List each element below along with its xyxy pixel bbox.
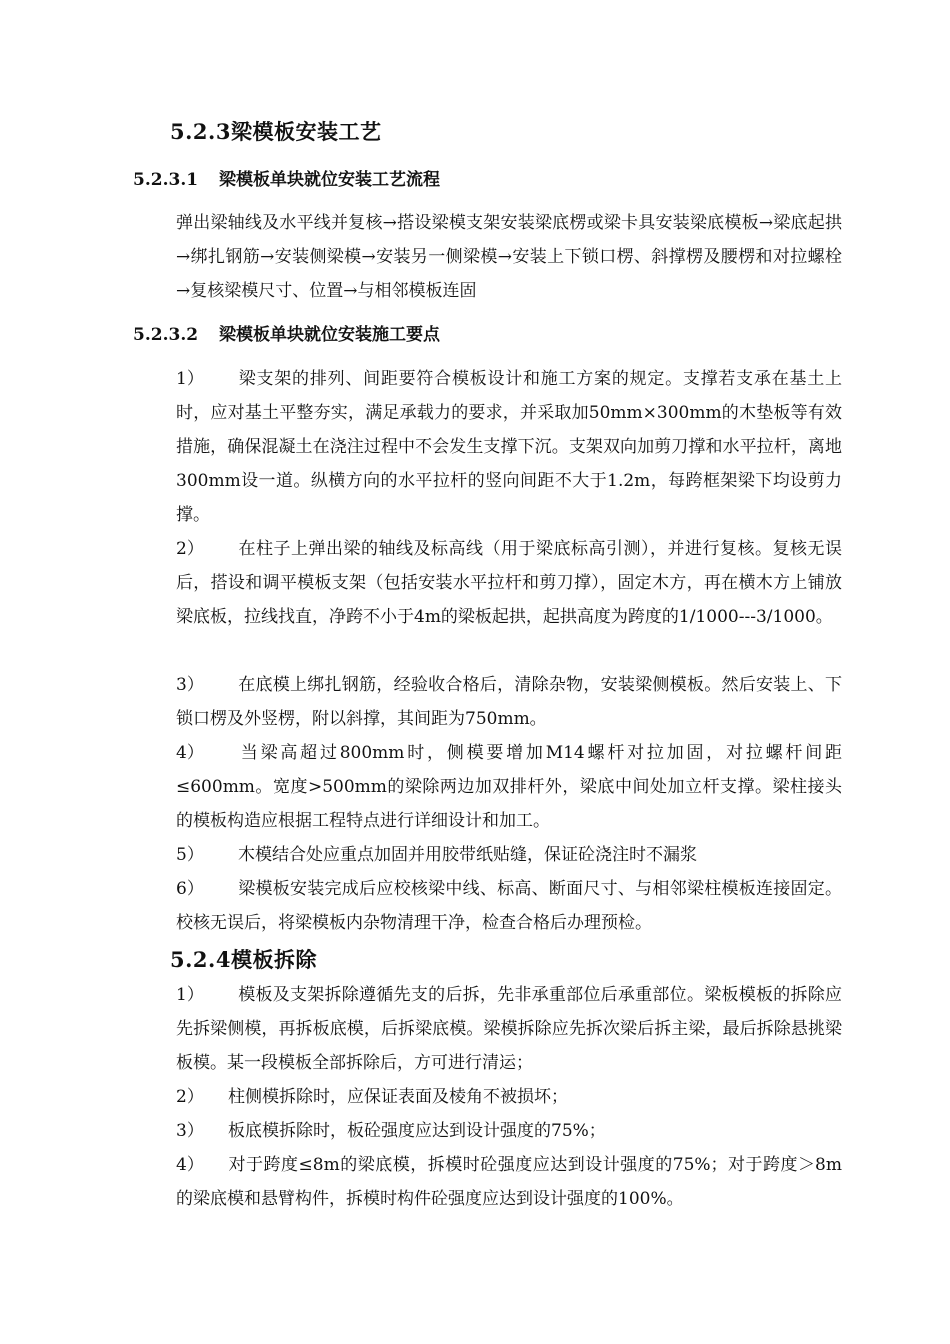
- section-heading-5-2-3: 5.2.3梁模板安装工艺: [170, 119, 382, 144]
- subsection-title: 梁模板单块就位安装工艺流程: [219, 170, 440, 190]
- list-item-text: 模板及支架拆除遵循先支的后拆，先非承重部位后承重部位。梁板模板的拆除应先拆梁侧模，再拆板底模，后拆梁底模。梁模拆除应先拆次梁后拆主梁，最后拆除悬挑梁板模。某一段模板全部拆除后，方可进行清运；: [176, 985, 842, 1073]
- list-marker: 2）: [176, 539, 204, 559]
- list-item: [176, 362, 842, 532]
- subsection-number: 5.2.3.2: [133, 325, 199, 345]
- list-item: [176, 1114, 842, 1148]
- list-item: [176, 838, 842, 872]
- process-flow-paragraph: 弹出梁轴线及水平线并复核→搭设梁模支架安装梁底楞或梁卡具安装梁底模板→梁底起拱→绑扎钢筋→安装侧梁模→安装另一侧梁模→安装上下锁口楞、斜撑楞及腰楞和对拉螺栓 →复核梁模尺寸、位置→与相邻模板连固: [176, 213, 842, 301]
- list-item: [176, 532, 842, 634]
- list-item: [176, 872, 842, 940]
- list-marker: 2）: [176, 1087, 204, 1107]
- list-marker: 5）: [176, 845, 204, 865]
- list-item: [176, 1080, 842, 1114]
- subsection-heading-5-2-3-1: [133, 165, 440, 190]
- list-item-text: 在底模上绑扎钢筋，经验收合格后，清除杂物，安装梁侧模板。然后安装上、下锁口楞及外竖楞，附以斜撑，其间距为750mm。: [176, 675, 842, 729]
- list-item-text: 板底模拆除时，板砼强度应达到设计强度的75%；: [228, 1121, 606, 1141]
- list-item: [176, 736, 842, 838]
- list-marker: 4）: [176, 743, 204, 763]
- list-marker: 1）: [176, 369, 204, 389]
- list-item: [176, 668, 842, 736]
- subsection-number: 5.2.3.1: [133, 170, 199, 190]
- list-item-text: 对于跨度≤8m的梁底模，拆模时砼强度应达到设计强度的75%；对于跨度＞8m的梁底模和悬臂构件，拆模时构件砼强度应达到设计强度的100%。: [176, 1155, 842, 1209]
- list-marker: 3）: [176, 675, 204, 695]
- list-item-text: 在柱子上弹出梁的轴线及标高线（用于梁底标高引测），并进行复核。复核无误后，搭设和调平模板支架（包括安装水平拉杆和剪刀撑），固定木方，再在横木方上铺放梁底板，拉线找直，净跨不小于4m的梁板起拱，起拱高度为跨度的1/1000---3/1000。: [176, 539, 842, 627]
- list-marker: 6）: [176, 879, 204, 899]
- list-item-text: 梁支架的排列、间距要符合模板设计和施工方案的规定。支撑若支承在基土上时，应对基土平整夯实，满足承载力的要求，并采取加50mm×300mm的木垫板等有效措施，确保混凝土在浇注过程中不会发生支撑下沉。支架双向加剪刀撑和水平拉杆，离地300mm设一道。纵横方向的水平拉杆的竖向间距不大于1.2m，每跨框架梁下均设剪力撑。: [176, 369, 842, 525]
- list-item-text: 柱侧模拆除时，应保证表面及棱角不被损坏；: [228, 1087, 568, 1107]
- section-heading-5-2-4: 5.2.4模板拆除: [170, 947, 317, 972]
- subsection-title: 梁模板单块就位安装施工要点: [219, 325, 440, 345]
- list-marker: 4）: [176, 1155, 204, 1175]
- list-item-text: 当梁高超过800mm时，侧模要增加M14螺杆对拉加固，对拉螺杆间距≤600mm。宽度>500mm的梁除两边加双排杆外，梁底中间处加立杆支撑。梁柱接头的模板构造应根据工程特点进行详细设计和加工。: [176, 743, 842, 831]
- list-item: [176, 1148, 842, 1216]
- list-item-text: 木模结合处应重点加固并用胶带纸贴缝，保证砼浇注时不漏浆: [238, 845, 697, 865]
- list-marker: 3）: [176, 1121, 204, 1141]
- list-marker: 1）: [176, 985, 204, 1005]
- list-item-text: 梁模板安装完成后应校核梁中线、标高、断面尺寸、与相邻梁柱模板连接固定。校核无误后，将梁模板内杂物清理干净，检查合格后办理预检。: [176, 879, 842, 933]
- list-item: [176, 978, 842, 1080]
- subsection-heading-5-2-3-2: [133, 320, 440, 345]
